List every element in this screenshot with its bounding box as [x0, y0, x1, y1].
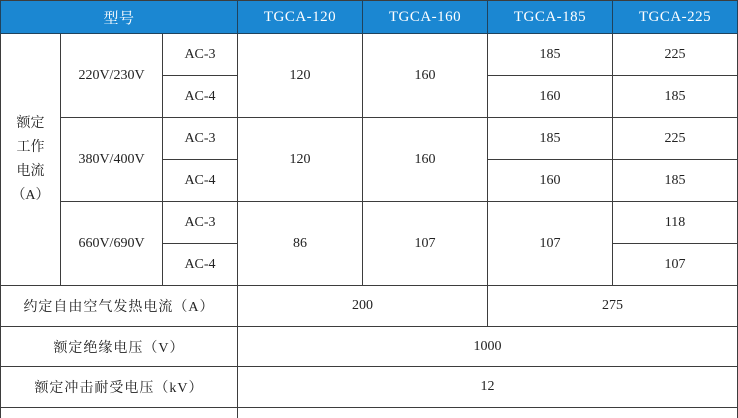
ac3-label-660v: AC-3 [163, 202, 238, 244]
value-380v-tgca160: 160 [363, 118, 488, 202]
value-380v-tgca185-ac4: 160 [488, 160, 613, 202]
ac4-label-220v: AC-4 [163, 76, 238, 118]
value-220v-tgca120: 120 [238, 34, 363, 118]
thermal-current-value-120-160: 200 [238, 286, 488, 327]
value-660v-tgca120: 86 [238, 202, 363, 286]
row-thermal-current [1, 286, 738, 327]
voltage-220v: 220V/230V [61, 34, 163, 118]
voltage-380v: 380V/400V [61, 118, 163, 202]
impulse-voltage-label: 额定冲击耐受电压（kV） [1, 367, 238, 408]
rated-current-label-line2: 工作 [16, 139, 45, 155]
model-label-header: 型号 [1, 1, 238, 34]
thermal-current-value-185-225: 275 [488, 286, 738, 327]
impulse-voltage-value: 12 [238, 367, 738, 408]
value-220v-tgca185-ac4: 160 [488, 76, 613, 118]
row-660v-ac3 [1, 202, 738, 244]
insulation-voltage-value: 1000 [238, 327, 738, 367]
value-660v-tgca185: 107 [488, 202, 613, 286]
ac4-label-380v: AC-4 [163, 160, 238, 202]
rated-current-label-line1: 额定 [16, 115, 45, 131]
value-660v-tgca225-ac4: 107 [613, 244, 738, 286]
row-impulse-voltage [1, 367, 738, 408]
value-380v-tgca225-ac3: 225 [613, 118, 738, 160]
voltage-660v: 660V/690V [61, 202, 163, 286]
value-380v-tgca225-ac4: 185 [613, 160, 738, 202]
row-insulation-voltage [1, 327, 738, 367]
value-220v-tgca225-ac3: 225 [613, 34, 738, 76]
row-380v-ac3 [1, 118, 738, 160]
ac3-label-380v: AC-3 [163, 118, 238, 160]
value-380v-tgca120: 120 [238, 118, 363, 202]
partial-row-value-cell [238, 408, 738, 418]
value-220v-tgca225-ac4: 185 [613, 76, 738, 118]
value-660v-tgca160: 107 [363, 202, 488, 286]
rated-current-label-line4: （A） [11, 187, 50, 203]
value-220v-tgca185-ac3: 185 [488, 34, 613, 76]
ac4-label-660v: AC-4 [163, 244, 238, 286]
value-660v-tgca225-ac3: 118 [613, 202, 738, 244]
value-220v-tgca160: 160 [363, 34, 488, 118]
row-partial-cutoff [1, 408, 738, 418]
model-header-tgca120: TGCA-120 [238, 1, 363, 34]
row-220v-ac3 [1, 34, 738, 76]
model-header-tgca185: TGCA-185 [488, 1, 613, 34]
ac3-label-220v: AC-3 [163, 34, 238, 76]
insulation-voltage-label: 额定绝缘电压（V） [1, 327, 238, 367]
rated-current-label-cell [1, 34, 61, 286]
thermal-current-label: 约定自由空气发热电流（A） [1, 286, 238, 327]
model-header-tgca225: TGCA-225 [613, 1, 738, 34]
partial-row-label-cell [1, 408, 238, 418]
header-row [1, 1, 738, 34]
model-header-tgca160: TGCA-160 [363, 1, 488, 34]
rated-current-label-line3: 电流 [16, 163, 45, 179]
value-380v-tgca185-ac3: 185 [488, 118, 613, 160]
